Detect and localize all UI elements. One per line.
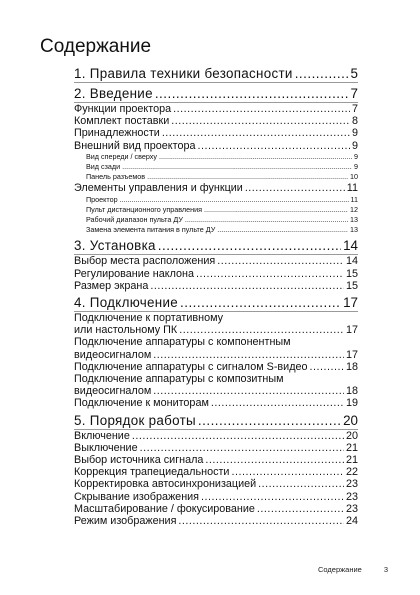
toc-subentry-label: Вид сзади [86,162,121,172]
toc-entry-page: 15 [345,267,358,280]
toc-entry-label: Элементы управления и функции [74,182,243,195]
dot-leader [173,103,350,115]
toc-entry-label: Скрывание изображения [74,490,200,503]
toc-entry-page: 17 [345,348,358,361]
toc-entry-label: Подключение к мониторам [74,397,209,410]
toc-section-page: 5 [350,66,358,81]
toc-section[interactable] [74,63,358,82]
toc-subentry[interactable] [74,225,358,235]
toc-entry-page: 15 [345,279,358,292]
toc-section-label: 4. Подключение [74,295,178,311]
toc-entry[interactable] [74,503,358,515]
toc-entry-page: 17 [345,324,358,337]
dot-leader [231,466,344,478]
toc-subentry[interactable] [74,215,358,225]
toc-section-page: 17 [343,295,358,311]
dot-leader [155,85,349,102]
dot-leader [185,215,348,225]
toc-entry-label: Подключение аппаратуры с сигналом S-видео [74,360,308,373]
toc-entry-label: Функции проектора [74,103,172,115]
toc-entry-page: 9 [351,127,358,140]
toc-entry-label: Регулирование наклона [74,267,194,280]
toc-entry-page: 8 [351,115,358,128]
toc-entry[interactable] [74,397,358,409]
toc-entry[interactable] [74,312,358,336]
toc-entry-label: Включение [74,429,130,442]
toc-entry-page: 14 [345,255,358,268]
toc-section[interactable] [74,83,358,102]
toc-entry-page: 24 [345,515,358,528]
toc-section-page: 14 [343,238,358,254]
toc-entry-label-cont: видеосигналом [74,385,152,398]
dot-leader [204,205,348,215]
toc-subentry-label: Рабочий диапазон пульта ДУ [86,215,183,225]
dot-leader [147,172,348,182]
toc-entry-label: Корректировка автосинхронизацией [74,478,257,491]
toc-entry-page: 9 [351,139,358,152]
toc-entry[interactable] [74,361,358,373]
toc-entry[interactable] [74,115,358,127]
toc-entry-page: 23 [345,478,358,491]
toc-subentry-page: 11 [350,194,358,204]
toc-entry[interactable] [74,336,358,360]
table-of-contents [74,63,358,527]
dot-leader [150,280,344,292]
toc-entry[interactable] [74,466,358,478]
toc-entry[interactable] [74,454,358,466]
toc-subentry-page: 9 [354,162,358,172]
dot-leader [245,182,345,194]
toc-entry-label: Коррекция трапециедальности [74,466,230,479]
toc-subentry-page: 13 [350,225,358,235]
toc-entry[interactable] [74,103,358,115]
toc-entry[interactable] [74,430,358,442]
toc-entry[interactable] [74,140,358,152]
toc-section-page: 7 [350,86,358,101]
dot-leader [310,361,344,373]
toc-entry-label: Масштабирование / фокусирование [74,502,255,515]
dot-leader [258,478,344,490]
toc-entry[interactable] [74,478,358,490]
toc-subentry-label: Вид спереди / сверху [86,151,157,161]
toc-entry[interactable] [74,255,358,267]
toc-subentry[interactable] [74,195,358,205]
dot-leader [159,152,352,162]
toc-entry-page: 23 [345,502,358,515]
dot-leader [205,454,344,466]
toc-entry-page: 22 [345,466,358,479]
dot-leader [211,397,344,409]
toc-entry[interactable] [74,491,358,503]
dot-leader [120,195,349,205]
toc-entry-label: Принадлежности [74,127,160,140]
toc-entry[interactable] [74,442,358,454]
dot-leader [257,503,344,515]
toc-subentry-page: 9 [354,151,358,161]
toc-section-label: 1. Правила техники безопасности [74,66,293,81]
toc-entry-page: 21 [345,441,358,454]
toc-subentry-label: Замена элемента питания в пульте ДУ [86,225,216,235]
toc-entry-label-cont: или настольному ПК [74,324,178,337]
toc-subentry-label: Пульт дистанционного управления [86,204,202,214]
toc-subentry-page: 13 [350,215,358,225]
dot-leader [201,491,344,503]
toc-subentry[interactable] [74,152,358,162]
dot-leader [197,140,350,152]
toc-entry-label: Выбор источника сигнала [74,454,204,467]
section-divider [74,429,358,430]
toc-entry[interactable] [74,268,358,280]
toc-entry-label: Выключение [74,441,138,454]
section-divider [74,254,358,255]
toc-section[interactable] [74,410,358,429]
toc-subentry[interactable] [74,205,358,215]
toc-entry[interactable] [74,280,358,292]
toc-subentry[interactable] [74,162,358,172]
toc-section[interactable] [74,235,358,254]
toc-entry-page: 23 [345,490,358,503]
toc-subentry-label: Проектор [86,194,118,204]
toc-entry-label: Подключение аппаратуры с компонентным [74,336,291,349]
toc-entry-label-cont: видеосигналом [74,348,152,361]
section-divider [74,82,358,83]
toc-entry-label: Размер экрана [74,279,149,292]
dot-leader [162,127,350,139]
toc-section-page: 20 [343,412,358,428]
toc-entry-page: 21 [345,454,358,467]
toc-subentry-page: 12 [350,204,358,214]
toc-entry[interactable] [74,182,358,194]
toc-subentry[interactable] [74,172,358,182]
toc-entry-page: 18 [345,360,358,373]
page-number: 3 [383,565,388,574]
dot-leader [122,162,352,172]
toc-entry-page: 19 [345,397,358,410]
dot-leader [217,225,348,235]
dot-leader [153,349,344,361]
dot-leader [295,65,349,82]
toc-section-label: 3. Установка [74,238,156,254]
footer-label: Содержание [317,565,362,574]
toc-entry-label: Комплект поставки [74,115,170,128]
dot-leader [178,515,344,527]
toc-entry-page: 11 [346,182,358,195]
toc-entry-label: Внешний вид проектора [74,139,196,152]
toc-entry-label: Подключение к портативному [74,312,224,325]
dot-leader [132,430,344,442]
dot-leader [196,268,344,280]
toc-entry[interactable] [74,373,358,397]
dot-leader [140,442,344,454]
toc-subentry-label: Панель разъемов [86,172,146,182]
dot-leader [153,385,344,397]
toc-section-label: 2. Введение [74,86,153,101]
dot-leader [198,412,341,429]
dot-leader [158,237,341,254]
section-divider [74,102,358,103]
page-footer [318,565,388,574]
toc-entry-page: 7 [351,103,358,115]
toc-entry-label: Подключение аппаратуры с композитным [74,373,284,386]
dot-leader [180,294,341,311]
toc-subentry-page: 10 [350,172,358,182]
toc-entry-label: Выбор места расположения [74,255,216,268]
toc-section[interactable] [74,292,358,311]
dot-leader [217,255,344,267]
toc-entry[interactable] [74,127,358,139]
dot-leader [179,324,344,336]
toc-section-label: 5. Порядок работы [74,412,196,428]
toc-entry-page: 18 [345,385,358,398]
toc-entry-page: 20 [345,429,358,442]
toc-entry[interactable] [74,515,358,527]
toc-entry-label: Режим изображения [74,515,177,528]
dot-leader [171,115,350,127]
section-divider [74,311,358,312]
page-title: Содержание [40,36,152,57]
